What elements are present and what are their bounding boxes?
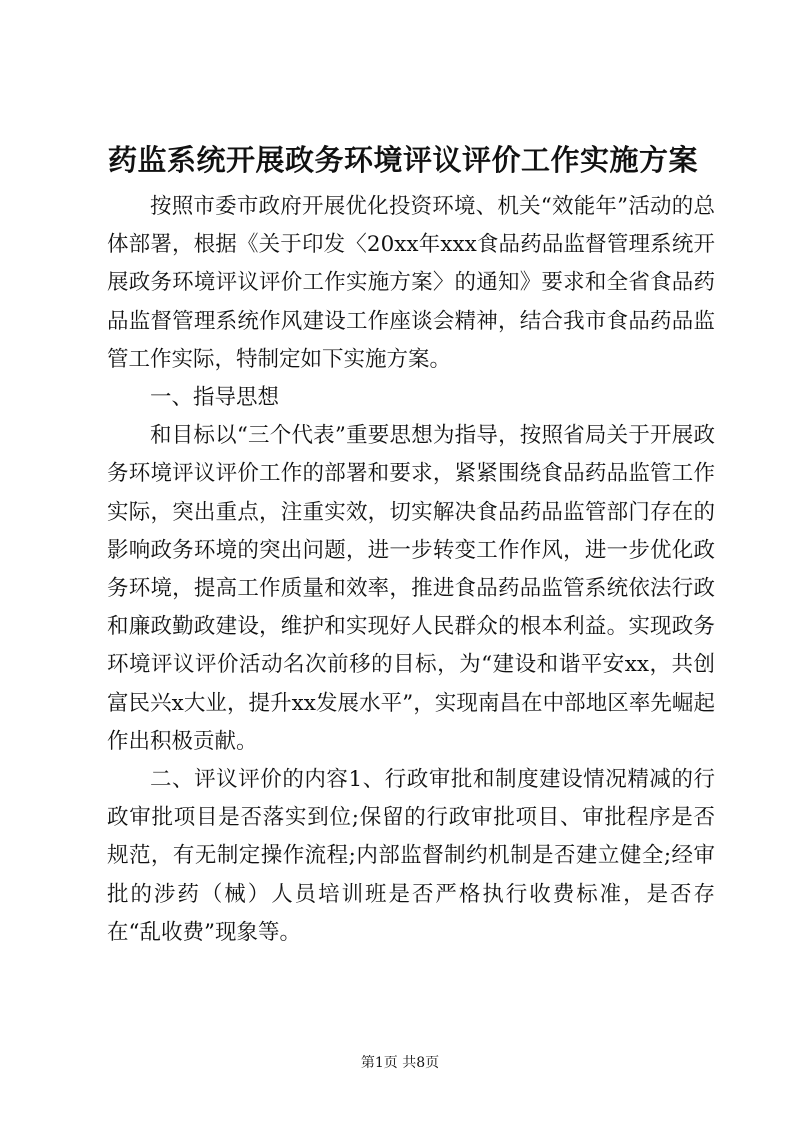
document-body: [107, 188, 715, 952]
paragraph-intro: 按照市委市政府开展优化投资环境、机关“效能年”活动的总体部署，根据《关于印发〈20xx年xxx食品药品监督管理系统开展政务环境评议评价工作实施方案〉的通知》要求和全省食品药品监督管理系统作风建设工作座谈会精神，结合我市食品药品监管工作实际，特制定如下实施方案。: [107, 194, 715, 372]
paragraph-evaluation-content: 二、评议评价的内容1、行政审批和制度建设情况精减的行政审批项目是否落实到位;保留的行政审批项目、审批程序是否规范，有无制定操作流程;内部监督制约机制是否建立健全;经审批的涉药（械）人员培训班是否严格执行收费标准，是否存在“乱收费”现象等。: [107, 767, 715, 945]
section-heading-guiding-ideology: 一、指导思想: [150, 385, 280, 411]
page-number-footer: 第1页 共8页: [360, 1055, 440, 1071]
paragraph-guiding-ideology: 和目标以“三个代表”重要思想为指导，按照省局关于开展政务环境评议评价工作的部署和要求，紧紧围绕食品药品监管工作实际，突出重点，注重实效，切实解决食品药品监管部门存在的影响政务环境的突出问题，进一步转变工作作风，进一步优化政务环境，提高工作质量和效率，推进食品药品监管系统依法行政和廉政勤政建设，维护和实现好人民群众的根本利益。实现政务环境评议评价活动名次前移的目标，为“建设和谐平安xx，共创富民兴x大业，提升xx发展水平”，实现南昌在中部地区率先崛起作出积极贡献。: [107, 423, 715, 754]
document-title: 药监系统开展政务环境评议评价工作实施方案: [108, 143, 699, 177]
